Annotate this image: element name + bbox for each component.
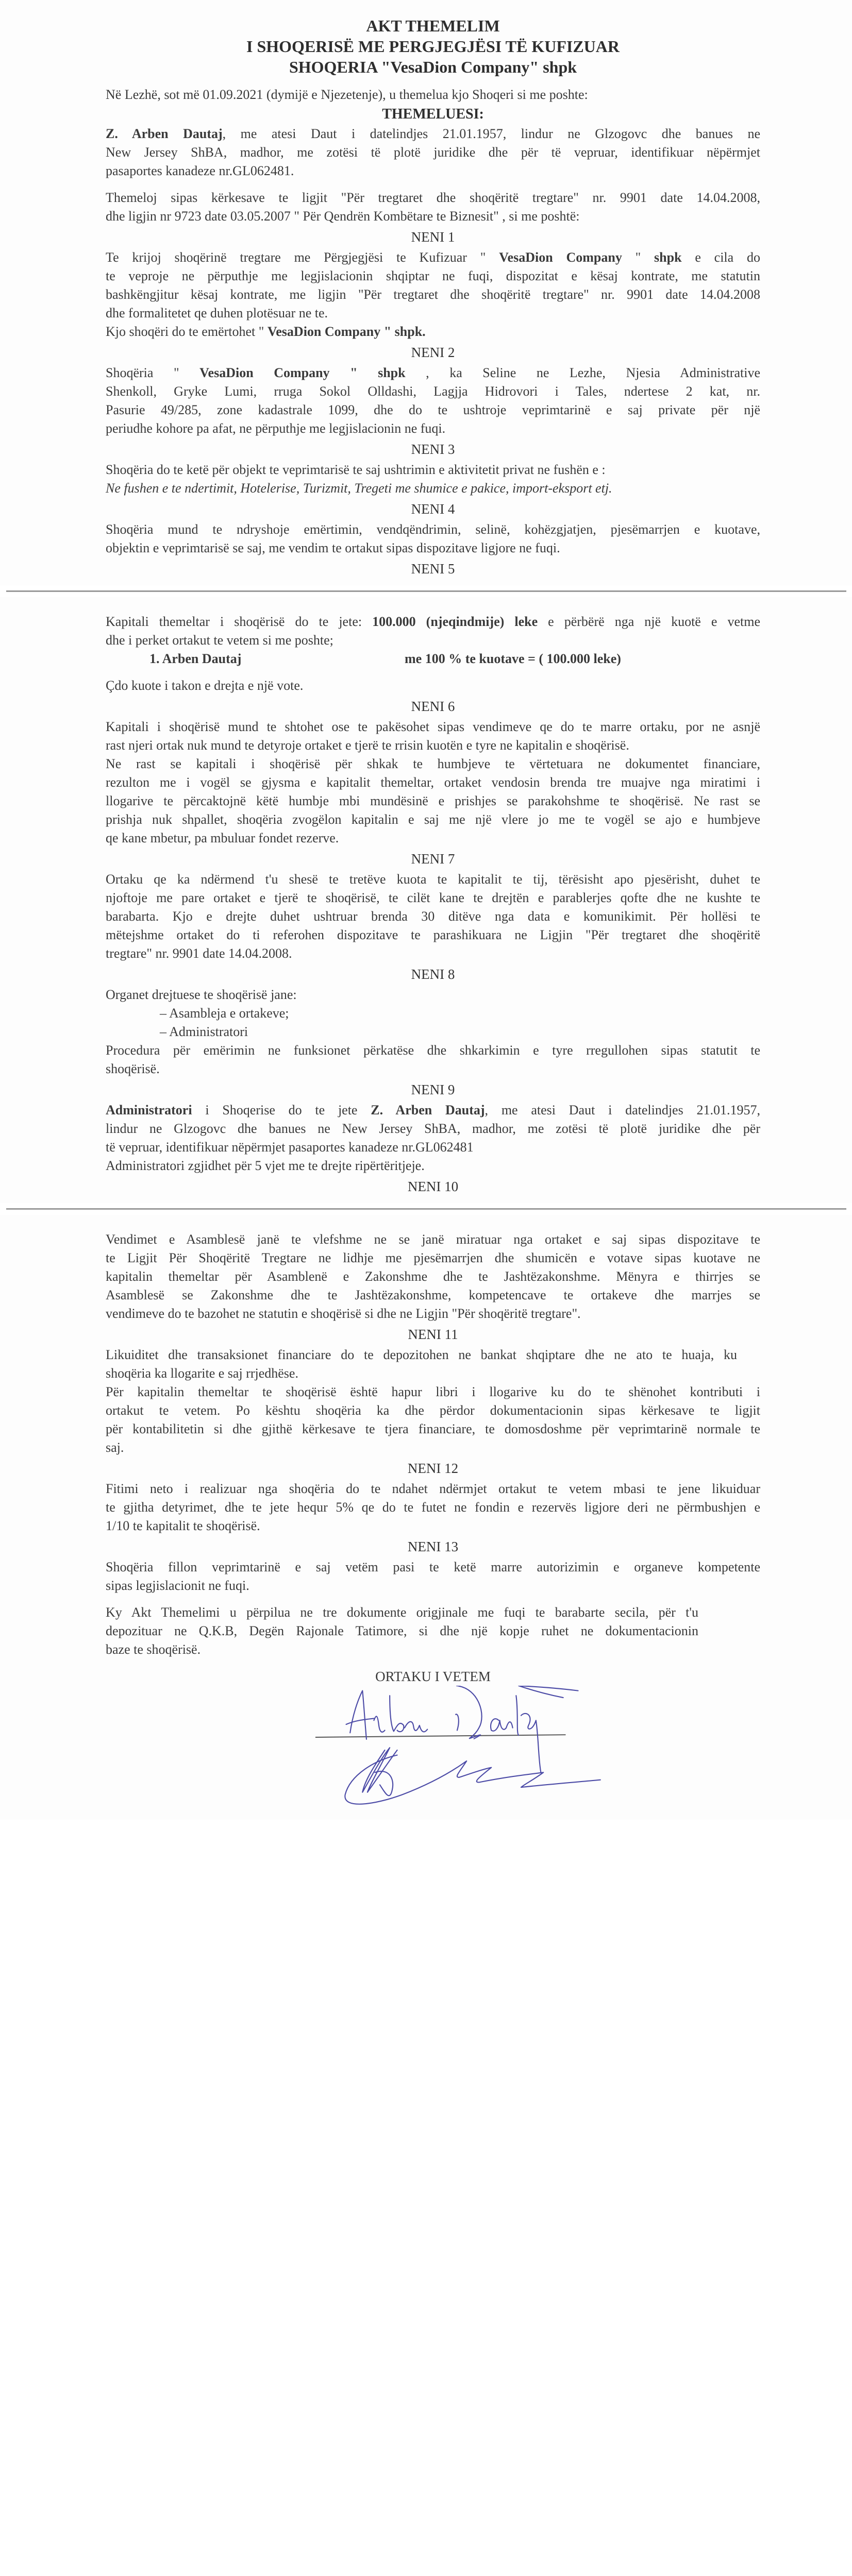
- text-line: bashkëngjitur kësaj kontrate, me ligjin "Për tregtaret dhe shoqëritë tregtare" nr. 9901 date 14.04.2008: [106, 287, 760, 302]
- text-segment: , me atesi Daut i datelindjes 21.01.1957,: [485, 1103, 760, 1117]
- text-line: baze te shoqërisë.: [106, 1642, 201, 1657]
- text-segment: i Shoqerise do te jete: [192, 1103, 371, 1117]
- text-line: Ne rast se kapitali i shoqërisë për shkak te humbjeve te vërtetuara ne dokumentet financiare,: [106, 756, 760, 771]
- text-line: Ky Akt Themelimi u përpilua ne tre dokumente origjinale me fuqi te barabarte secila, për t'u: [106, 1605, 698, 1620]
- text-line: te Ligjit Për Shoqëritë Tregtare ne lidhje me pjesëmarrjen dhe shumicën e votave sipas kuotave ne: [106, 1250, 760, 1265]
- company-title: SHOQERIA "VesaDion Company" shpk: [289, 58, 577, 76]
- text-segment: Te krijoj shoqërinë tregtare me Përgjegjësi te Kufizuar ": [106, 250, 499, 265]
- text-line: Kapitali i shoqërisë mund te shtohet ose te pakësohet sipas vendimeve qe do te marre ortaku, por ne asnjë: [106, 719, 760, 734]
- list-item: – Asambleja e ortakeve;: [160, 1006, 289, 1021]
- shareholder-row: [106, 650, 760, 668]
- activity-fields: Ne fushen e te ndertimit, Hotelerise, Turizmit, Tregeti me shumice e pakice, import-eksport etj.: [106, 481, 612, 496]
- shareholder-quota: me 100 % te kuotave = ( 100.000 leke): [405, 651, 621, 666]
- text-line: Asamblesë se Zakonshme dhe te Jashtëzakonshme, kompetencave te ortakeve dhe marrjes se: [106, 1287, 760, 1302]
- signature: [309, 1686, 629, 1815]
- text-line: prishja nuk shpallet, shoqëria zvogëlon kapitalin e saj me një vlere jo me te vogël se ajo e humbjeve: [106, 812, 760, 827]
- article-heading: NENI 9: [411, 1082, 455, 1097]
- text-line: saj.: [106, 1440, 124, 1455]
- text-line: te gjitha detyrimet, dhe te jete hequr 5% qe do te futet ne fondin e rezervës ligjore deri ne përmbushjen e: [106, 1500, 760, 1515]
- text-line: rast njeri ortak nuk mund te detyroje ortaket e tjerë te rrisin kuotën e tyre ne kapitalin e shoqërisë.: [106, 738, 629, 753]
- text-line: vendimeve do te bazohet ne statutin e shoqërisë si dhe ne Ligjin "Për shoqëritë tregtare".: [106, 1306, 581, 1321]
- text-line: te veproje ne përputhje me legjislacionin shqiptar ne fuqi, dispozitat e kësaj kontrate, me statutin: [106, 268, 760, 283]
- article-heading: NENI 6: [411, 699, 455, 714]
- text-line: Shoqëria do te ketë për objekt te veprimtarisë te saj ushtrimin e aktivitetit privat ne fushën e :: [106, 462, 606, 477]
- article-heading: NENI 3: [411, 442, 455, 457]
- text-segment: shpk: [654, 250, 682, 265]
- text-segment: , me atesi Daut i datelindjes 21.01.1957, lindur ne Glzogovc dhe banues ne: [222, 126, 760, 141]
- shareholder-name: 1. Arben Dautaj: [149, 651, 242, 666]
- article-heading: NENI 4: [411, 501, 455, 517]
- page-break: [6, 590, 846, 592]
- article-heading: NENI 2: [411, 345, 455, 360]
- text-line: qe kane mbetur, pa mbuluar fondet rezerve.: [106, 831, 339, 845]
- list-item: – Administratori: [160, 1024, 248, 1039]
- article-heading: NENI 5: [411, 561, 455, 577]
- text-line: depozituar ne Q.K.B, Degën Rajonale Tatimore, si dhe një kopje ruhet ne dokumentacionin: [106, 1623, 698, 1638]
- text-line: tregtare" nr. 9901 date 14.04.2008.: [106, 946, 292, 961]
- text-line: për kontabilitetin si dhe gjithë kërkesave te tjera financiare, te domosdoshme për veprimtarinë normale te: [106, 1421, 760, 1436]
- article-heading: NENI 12: [407, 1461, 459, 1476]
- text-line: [106, 613, 760, 631]
- signature-line: [315, 1735, 566, 1737]
- text-line: shoqëria ka llogarite e saj rrjedhëse.: [106, 1366, 298, 1381]
- text-line: Çdo kuote i takon e drejta e një vote.: [106, 678, 304, 693]
- text-line: shoqërisë.: [106, 1061, 160, 1076]
- text-line: barabarta. Kjo e drejte duhet ushtruar brenda 30 ditëve nga data e komunikimit. Për hollësi te: [106, 909, 760, 924]
- page-2: [0, 597, 852, 1203]
- article-heading: NENI 11: [408, 1327, 458, 1342]
- text-line: Procedura për emërimin ne funksionet përkatëse dhe shkarkimin e tyre rregullohen sipas statutit te: [106, 1043, 760, 1058]
- text-line: [106, 323, 760, 341]
- text-segment: Administratori: [106, 1103, 192, 1117]
- text-line: njoftoje me pare ortaket e tjerë te shoqërisë, te cilët kane te drejtën e parablerjes qofte dhe ne kushte te: [106, 890, 760, 905]
- spacer: [106, 77, 760, 86]
- text-line: Shoqëria fillon veprimtarinë e saj vetëm pasi te ketë marre autorizimin e organeve kompetente: [106, 1560, 760, 1574]
- text-line: dhe ligjin nr 9723 date 03.05.2007 " Për Qendrën Kombëtare te Biznesit" , si me poshtë:: [106, 209, 580, 224]
- page-3: [0, 1215, 852, 1820]
- text-line: Vendimet e Asamblesë janë te vlefshme ne se janë miratuar nga ortaket e saj sipas dispozitave te: [106, 1232, 760, 1247]
- text-line: dhe i perket ortakut te vetem si me poshte;: [106, 633, 333, 648]
- text-line: lindur ne Glzogovc dhe banues ne New Jersey ShBA, madhor, me zotësi të plotë juridike dhe për: [106, 1121, 760, 1136]
- text-line: Themeloj sipas kërkesave te ligjit "Për tregtaret dhe shoqëritë tregtare" nr. 9901 date 14.04.2008,: [106, 190, 760, 205]
- text-line: Organet drejtuese te shoqërisë jane:: [106, 987, 297, 1002]
- page-1: [0, 0, 852, 585]
- text-line: [106, 364, 760, 382]
- spacer: [106, 1659, 760, 1667]
- text-line: Ortaku qe ka ndërmend t'u shesë te tretëve kuota te kapitalit te tij, tërësisht apo pjesërisht, duhet te: [106, 872, 760, 887]
- article-heading: NENI 13: [407, 1539, 459, 1554]
- intro-line: Në Lezhë, sot më 01.09.2021 (dymijë e Njezetenje), u themelua kjo Shoqeri si me poshte:: [106, 87, 588, 102]
- text-line: [106, 125, 760, 143]
- handwritten-signature: [345, 1686, 600, 1804]
- text-line: pasaportes kanadeze nr.GL062481.: [106, 163, 294, 178]
- text-line: Fitimi neto i realizuar nga shoqëria do te ndahet ndërmjet ortakut te vetem mbasi te jene likuiduar: [106, 1481, 760, 1496]
- text-line: Pasurie 49/285, zone kadastrale 1099, dhe do te ushtroje veprimtarinë e saj private për një: [106, 402, 760, 417]
- company-name: VesaDion Company: [499, 250, 622, 265]
- text-line: sipas legjislacionit ne fuqi.: [106, 1578, 249, 1593]
- signatory-label: ORTAKU I VETEM: [375, 1669, 491, 1684]
- spacer: [106, 668, 760, 676]
- company-name: VesaDion Company " shpk: [199, 365, 406, 380]
- text-line: [106, 248, 760, 267]
- text-line: rezulton me i vogël se gjysma e kapitalit themeltar, ortaket vendosin brenda tre muajve nga miratimi i: [106, 775, 760, 790]
- text-line: New Jersey ShBA, madhor, me zotësi të plotë juridike dhe për të vepruar, identifikuar nëpërmjet: [106, 145, 760, 160]
- text-segment: , ka Seline ne Lezhe, Njesia Administrative: [405, 365, 760, 380]
- text-line: kapitalin themeltar për Asamblenë e Zakonshme dhe te Jashtëzakonshme. Mënyra e thirrjes se: [106, 1269, 760, 1284]
- document-subtitle: I SHOQERISË ME PERGJEGJËSI TË KUFIZUAR: [246, 37, 620, 56]
- text-segment: ": [622, 250, 655, 265]
- text-line: Likuiditet dhe transaksionet financiare do te depozitohen ne bankat shqiptare dhe ne ato te huaja, ku: [106, 1347, 737, 1362]
- text-line: llogarive te përcaktojnë këtë humbje mbi mundësinë e prishjes se parakohshme te shoqërisë. Ne rast se: [106, 793, 760, 808]
- spacer: [106, 180, 760, 189]
- text-line: mëtejshme ortaket do ti referohen dispozitave te parashikuara ne Ligjin "Për tregtaret dhe shoqëritë: [106, 927, 760, 942]
- text-line: [106, 1101, 760, 1120]
- founder-heading: THEMELUESI:: [382, 106, 484, 122]
- text-segment: Kjo shoqëri do te emërtohet ": [106, 324, 268, 339]
- article-heading: NENI 7: [411, 851, 455, 867]
- text-line: Administratori zgjidhet për 5 vjet me te drejte ripërtëritjeje.: [106, 1158, 425, 1173]
- text-line: Shenkoll, Gryke Lumi, rruga Sokol Olldashi, Lagjja Hidrovori i Tales, ndertese 2 kat, nr.: [106, 384, 760, 399]
- text-line: Për kapitalin themeltar te shoqërisë është hapur libri i llogarive ku do te shënohet kontributi i: [106, 1384, 760, 1399]
- text-segment: Kapitali themeltar i shoqërisë do te jete:: [106, 614, 373, 629]
- text-line: të vepruar, identifikuar nëpërmjet pasaportes kanadeze nr.GL062481: [106, 1140, 474, 1155]
- text-segment: Shoqëria ": [106, 365, 200, 380]
- article-heading: NENI 8: [411, 967, 455, 982]
- text-line: dhe formalitetet qe duhen plotësuar ne te.: [106, 306, 328, 320]
- page-break: [6, 1208, 846, 1210]
- text-segment: e cila do: [681, 250, 760, 265]
- document-title: AKT THEMELIM: [366, 16, 500, 35]
- text-line: ortakut te vetem. Po kështu shoqëria ka dhe përdor dokumentacionin sipas kërkesave te ligjit: [106, 1403, 760, 1418]
- administrator-name: Z. Arben Dautaj: [371, 1103, 485, 1117]
- article-heading: NENI 1: [411, 229, 455, 245]
- spacer: [106, 1595, 760, 1603]
- capital-amount: 100.000 (njeqindmije) leke: [372, 614, 538, 629]
- company-name: VesaDion Company " shpk.: [267, 324, 426, 339]
- text-line: 1/10 te kapitalit te shoqërisë.: [106, 1518, 260, 1533]
- text-segment: e përbërë nga një kuotë e vetme: [538, 614, 760, 629]
- article-heading: NENI 10: [407, 1179, 459, 1194]
- founder-name: Z. Arben Dautaj: [106, 126, 223, 141]
- text-line: periudhe kohore pa afat, ne përputhje me legjislacionin ne fuqi.: [106, 421, 446, 436]
- text-line: Shoqëria mund te ndryshoje emërtimin, vendqëndrimin, selinë, kohëzgjatjen, pjesëmarrjen e kuotave,: [106, 522, 760, 537]
- text-line: objektin e veprimtarisë se saj, me vendim te ortakut sipas dispozitave ligjore ne fuqi.: [106, 540, 560, 555]
